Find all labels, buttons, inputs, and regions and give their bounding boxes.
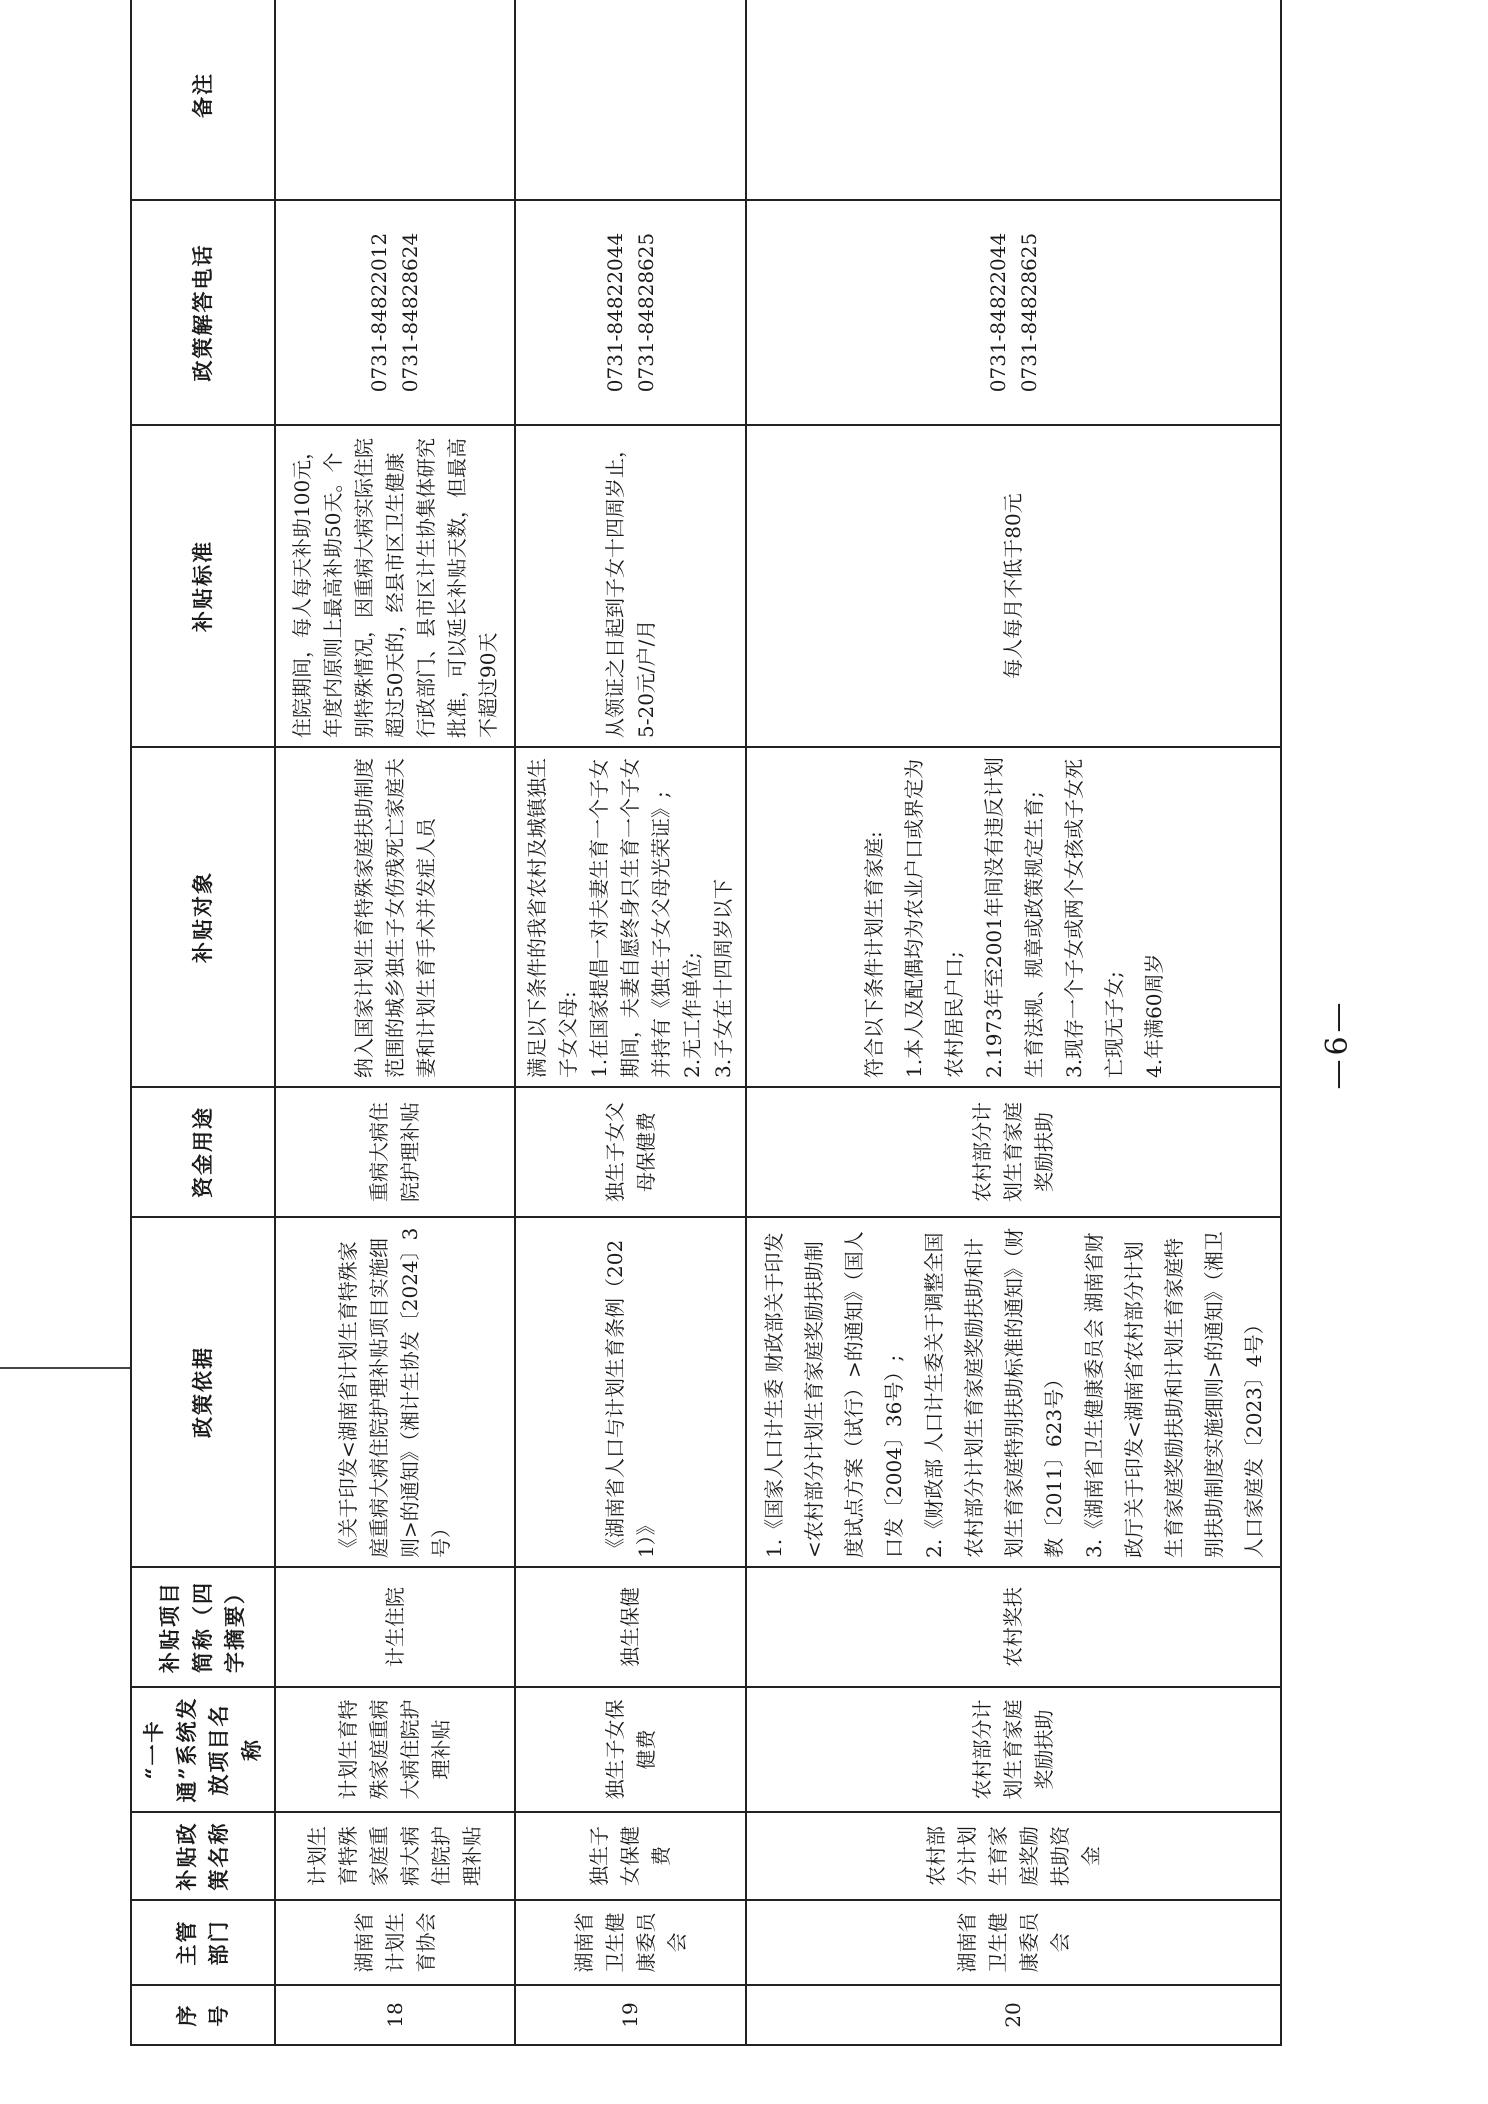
target-line: 满足以下条件的我省农村及城镇独生子女父母: <box>525 758 581 1078</box>
row-phone <box>746 200 1281 425</box>
phone-number: 0731-84822044 <box>985 232 1010 393</box>
row-target <box>746 747 1281 1087</box>
header-basis: 政策依据 <box>131 1217 275 1567</box>
basis-line: 3.《湖南省卫生健康委员会 湖南省财政厅关于印发<湖南省农村部分计划生育家庭奖励扶助和计划生育家庭特别扶助制度实施细则>的通知》（湘卫人口家庭发〔2023〕4号） <box>1081 1231 1266 1558</box>
row-short-name: 独生保健 <box>515 1567 746 1687</box>
row-yikatong-name: 独生子女保健费 <box>515 1687 746 1812</box>
row-standard: 住院期间，每人每天补助100元，年度内原则上最高补助50天。个别特殊情况，因重病大病实际住院超过50天的，经县市区卫生健康行政部门、县市区计生协集体研究批准，可以延长补贴天数，但最高不超过90天 <box>275 425 515 747</box>
table-header-row <box>131 0 275 2045</box>
row-no: 20 <box>746 1985 1281 2045</box>
target-line: 2.无工作单位; <box>680 952 705 1078</box>
header-standard: 补贴标准 <box>131 425 275 747</box>
phone-number: 0731-84828624 <box>398 232 423 393</box>
row-policy-name: 农村部分计划生育家庭奖励扶助资金 <box>746 1812 1281 1900</box>
row-target: 纳入国家计划生育特殊家庭扶助制度范围的城乡独生子女伤残死亡家庭夫妻和计划生育手术并发症人员 <box>275 747 515 1087</box>
phone-number: 0731-84822044 <box>602 232 627 393</box>
basis-line: 2.《财政部 人口计生委关于调整全国农村部分计划生育家庭奖励扶助和计划生育家庭特别扶助标准的通知》（财教〔2011〕623号） <box>921 1228 1066 1558</box>
page-number: —6— <box>1320 998 1355 1090</box>
row-basis <box>746 1217 1281 1567</box>
row-usage: 重病大病住院护理补贴 <box>275 1087 515 1217</box>
subsidy-policy-table <box>130 0 1282 2046</box>
row-usage: 独生子女父母保健费 <box>515 1087 746 1217</box>
row-no: 18 <box>275 1985 515 2045</box>
margin-line <box>0 1367 130 1369</box>
row-standard: 每人每月不低于80元 <box>746 425 1281 747</box>
row-no: 19 <box>515 1985 746 2045</box>
target-line: 3.子女在十四周岁以下 <box>711 878 736 1078</box>
phone-number: 0731-84822012 <box>367 232 392 393</box>
table-row <box>275 0 515 2045</box>
row-yikatong-name: 计划生育特殊家庭重病大病住院护理补贴 <box>275 1687 515 1812</box>
header-no: 序号 <box>131 1985 275 2045</box>
row-basis: 《湖南省人口与计划生育条例（2021）》 <box>515 1217 746 1567</box>
phone-number: 0731-84828625 <box>633 232 658 393</box>
row-short-name: 计生住院 <box>275 1567 515 1687</box>
header-yikatong-name: “一卡通”系统发放项目名称 <box>131 1687 275 1812</box>
header-dept: 主管部门 <box>131 1900 275 1985</box>
row-phone <box>515 200 746 425</box>
header-usage: 资金用途 <box>131 1087 275 1217</box>
row-dept: 湖南省计划生育协会 <box>275 1900 515 1985</box>
row-note <box>275 0 515 200</box>
row-dept: 湖南省卫生健康委员会 <box>515 1900 746 1985</box>
target-line: 2.1973年至2001年间没有违反计划生育法规、规章或政策规定生育; <box>981 757 1046 1078</box>
target-line: 1.在国家提倡一对夫妻生育一个子女期间，夫妻自愿终身只生育一个子女并持有《独生子女父母光荣证》; <box>587 758 674 1078</box>
row-target <box>515 747 746 1087</box>
header-short-name: 补贴项目简称（四字摘要） <box>131 1567 275 1687</box>
target-line: 4.年满60周岁 <box>1141 953 1166 1078</box>
basis-line: 1.《国家人口计生委 财政部关于印发<农村部分计划生育家庭奖励扶助制度试点方案（试行）>的通知》（国人口发〔2004〕36号）; <box>761 1231 906 1558</box>
row-short-name: 农村奖扶 <box>746 1567 1281 1687</box>
table-row <box>515 0 746 2045</box>
row-note <box>515 0 746 200</box>
table-row <box>746 0 1281 2045</box>
target-line: 符合以下条件计划生育家庭: <box>861 831 886 1078</box>
header-phone: 政策解答电话 <box>131 200 275 425</box>
row-policy-name: 计划生育特殊家庭重病大病住院护理补贴 <box>275 1812 515 1900</box>
header-target: 补贴对象 <box>131 747 275 1087</box>
row-policy-name: 独生子女保健费 <box>515 1812 746 1900</box>
row-usage: 农村部分计划生育家庭奖励扶助 <box>746 1087 1281 1217</box>
row-yikatong-name: 农村部分计划生育家庭奖励扶助 <box>746 1687 1281 1812</box>
row-note <box>746 0 1281 200</box>
header-policy-name: 补贴政策名称 <box>131 1812 275 1900</box>
row-basis: 《关于印发<湖南省计划生育特殊家庭重病大病住院护理补贴项目实施细则>的通知》（湘计生协发〔2024〕3号） <box>275 1217 515 1567</box>
header-note: 备注 <box>131 0 275 200</box>
row-standard: 从领证之日起到子女十四周岁止，5-20元/户/月 <box>515 425 746 747</box>
target-line: 3.现存一个子女或两个女孩或子女死亡现无子女; <box>1061 758 1126 1078</box>
target-line: 1.本人及配偶均为农业户口或界定为农村居民户口; <box>901 758 966 1078</box>
row-dept: 湖南省卫生健康委员会 <box>746 1900 1281 1985</box>
phone-number: 0731-84828625 <box>1016 232 1041 393</box>
row-phone <box>275 200 515 425</box>
